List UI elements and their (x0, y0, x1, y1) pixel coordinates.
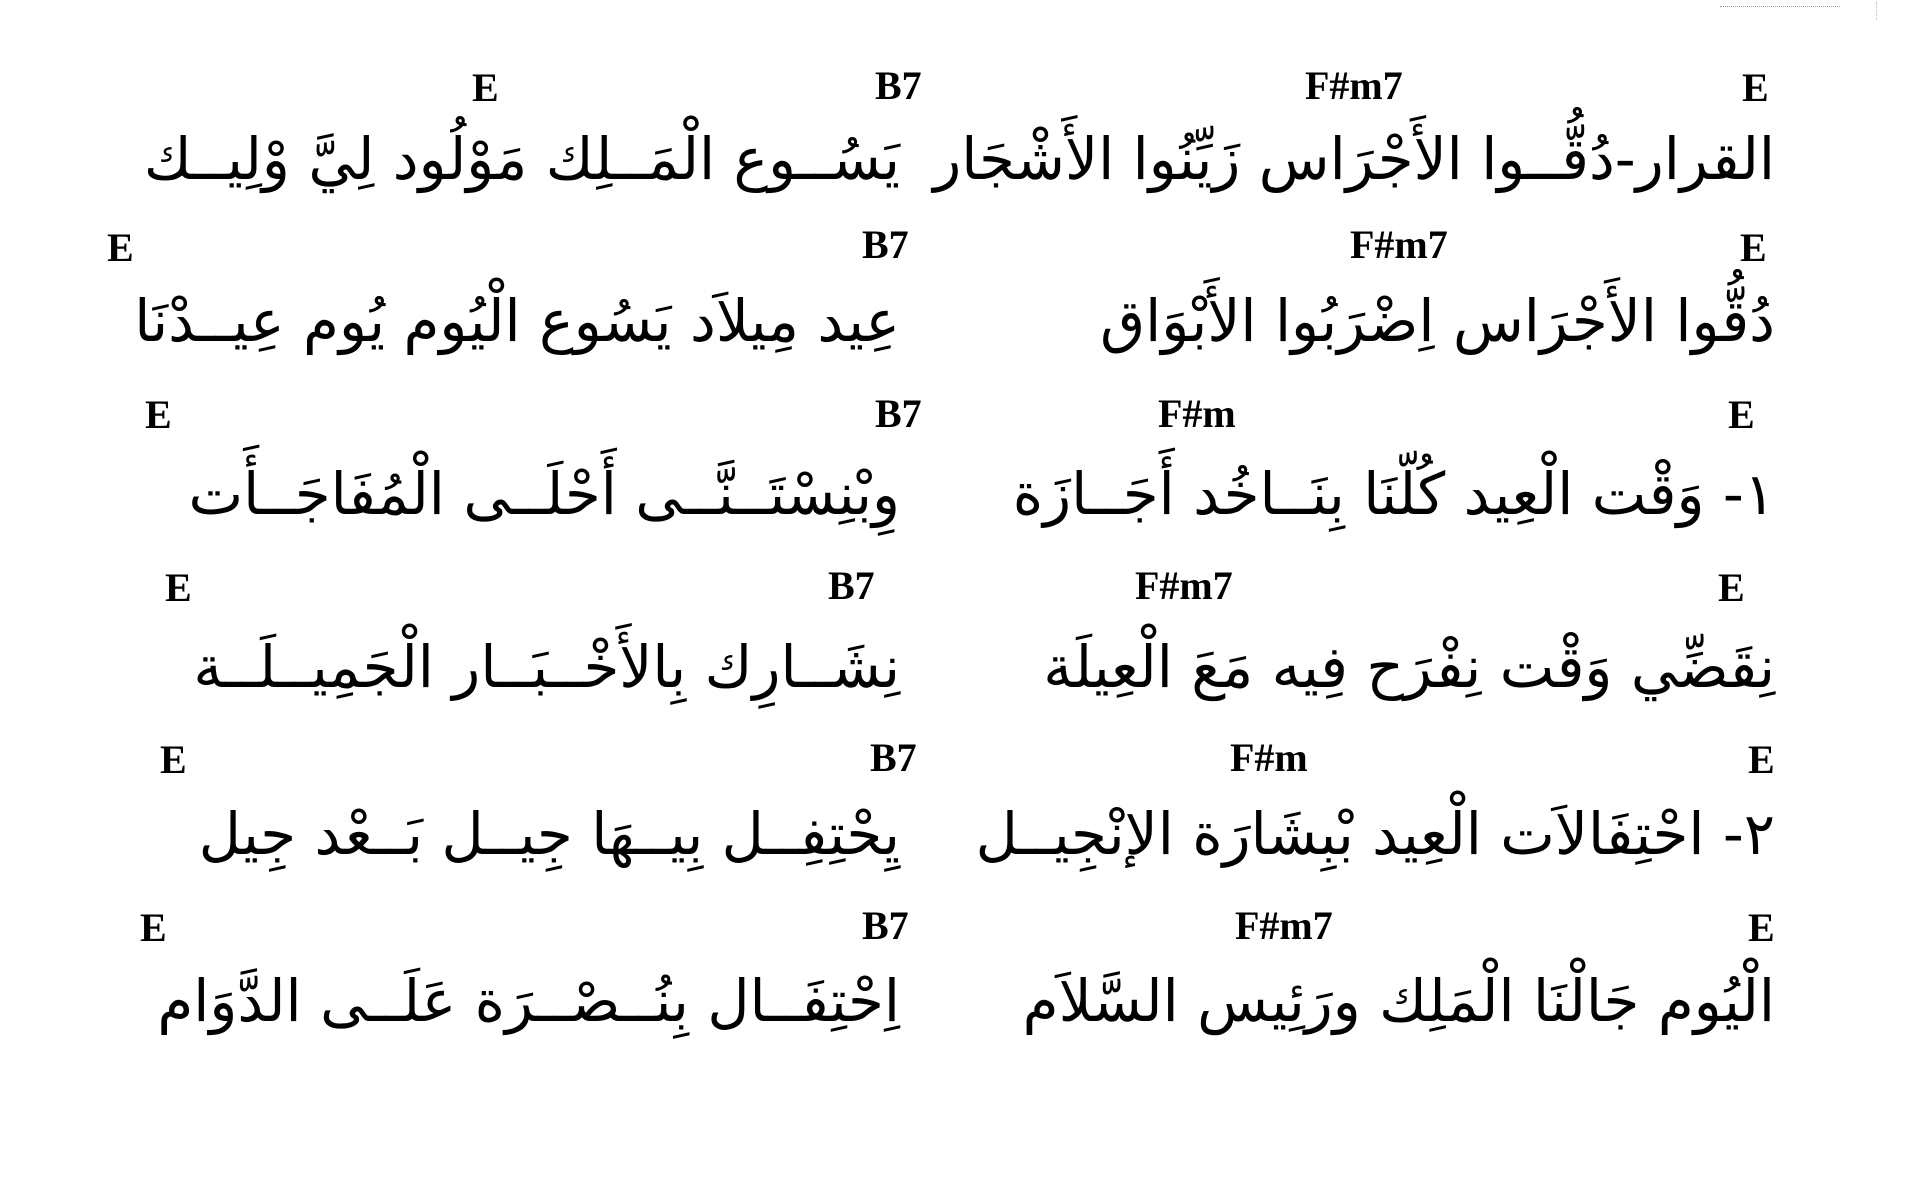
lyric-line: يَسُــوع الْمَــلِك مَوْلُود لِيَّ وْلِيــك (143, 125, 900, 193)
lyric-line: اِحْتِفَــال بِنُــصْــرَة عَلَــى الدَّوَام (157, 967, 900, 1035)
lyric-line: يِحْتِفِــل بِيــهَا جِيــل بَــعْد جِيل (198, 800, 900, 868)
scan-speck (1876, 2, 1881, 20)
lyric-line: نِشَــارِك بِالأَخْــبَــار الْجَمِيــلَــة (193, 633, 900, 701)
lyric-line: القرار-دُقُّــوا الأَجْرَاس زَيِّنُوا الأَشْجَار (933, 125, 1775, 193)
chord-label: F#m7 (1305, 63, 1403, 108)
chord-label: E (1740, 225, 1767, 270)
chord-label: E (160, 737, 187, 782)
chord-label: B7 (828, 563, 875, 608)
chord-label: E (107, 225, 134, 270)
lyric-line: وِبْنِسْتَــنَّــى أَحْلَــى الْمُفَاجَــأَت (188, 460, 900, 528)
chord-label: F#m (1230, 735, 1308, 780)
chord-label: B7 (862, 222, 909, 267)
chord-label: B7 (875, 63, 922, 108)
scan-corner-mark (1720, 2, 1840, 7)
chord-label: F#m7 (1235, 903, 1333, 948)
chord-label: F#m (1158, 391, 1236, 436)
lyric-line: ١- وَقْت الْعِيد كُلّنَا بِنَــاخُد أَجَــازَة (1012, 460, 1775, 528)
chord-label: E (1718, 565, 1745, 610)
chord-label: E (1728, 392, 1755, 437)
chord-label: E (472, 65, 499, 110)
chord-label: E (145, 392, 172, 437)
chord-label: E (140, 905, 167, 950)
chord-label: E (1742, 65, 1769, 110)
lyric-line: دُقُّوا الأَجْرَاس اِضْرَبُوا الأَبْوَاق (1100, 287, 1775, 355)
chord-label: B7 (870, 735, 917, 780)
lyric-line: عِيد مِيلاَد يَسُوع الْيُوم يُوم عِيــدْنَا (134, 287, 900, 355)
lyric-line: نِقَضِّي وَقْت نِفْرَح فِيه مَعَ الْعِيلَة (1043, 633, 1775, 701)
chord-label: F#m7 (1135, 563, 1233, 608)
chord-label: E (1748, 737, 1775, 782)
chord-label: E (1748, 905, 1775, 950)
chord-label: F#m7 (1350, 222, 1448, 267)
lyric-line: الْيُوم جَالْنَا الْمَلِك ورَئِيس السَّلاَم (1022, 967, 1775, 1035)
chord-label: B7 (875, 391, 922, 436)
chord-label: E (165, 565, 192, 610)
chord-label: B7 (862, 903, 909, 948)
lyric-line: ٢- احْتِفَالاَت الْعِيد بْبِشَارَة الإنْجِيــل (975, 800, 1775, 868)
